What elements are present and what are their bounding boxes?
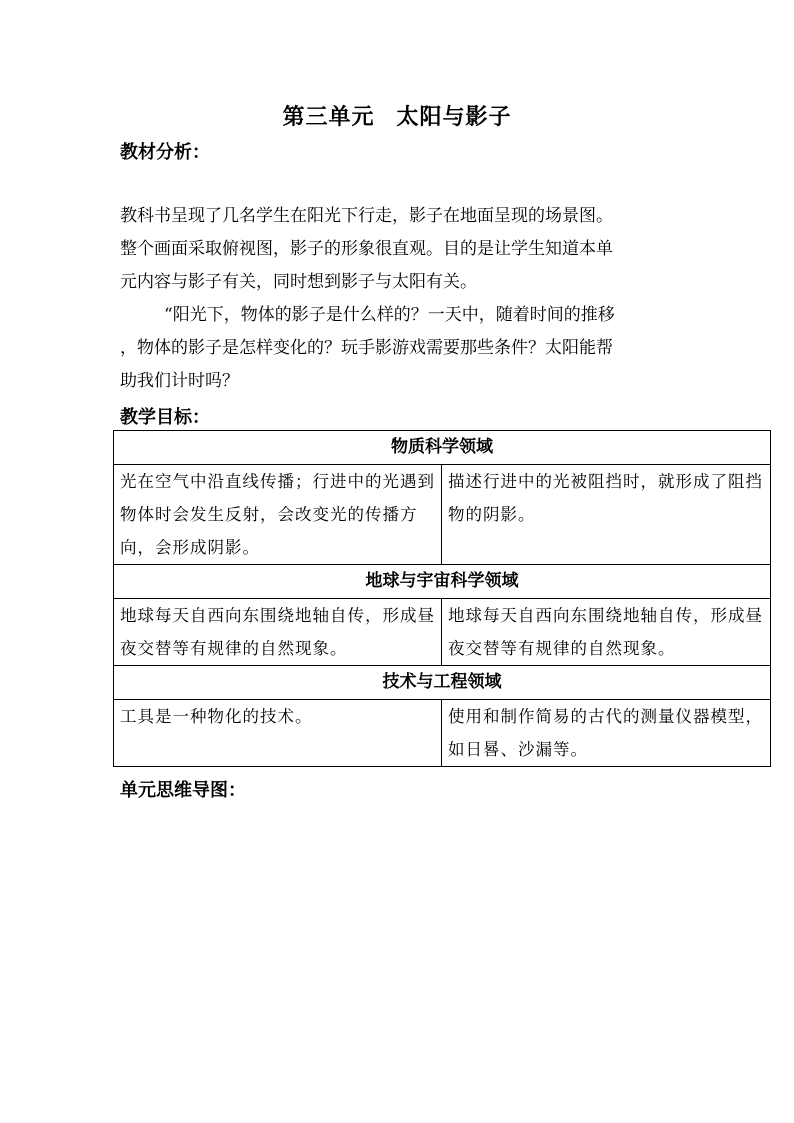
goal-cell-left: 光在空气中沿直线传播；行进中的光遇到物体时会发生反射，会改变光的传播方向，会形成阴影。	[114, 465, 442, 565]
paragraph-line: 元内容与影子有关，同时想到影子与太阳有关。	[120, 272, 477, 292]
domain-header-material-science: 物质科学领域	[114, 431, 771, 465]
paragraph-line: 教科书呈现了几名学生在阳光下行走，影子在地面呈现的场景图。	[120, 206, 613, 226]
paragraph-line: 助我们计时吗？	[120, 371, 239, 391]
domain-header-technology-engineering: 技术与工程领域	[114, 666, 771, 700]
paragraph-line: “阳光下，物体的影子是什么样的？一天中，随着时间的推移	[164, 305, 615, 325]
domain-header-earth-space-science: 地球与宇宙科学领域	[114, 565, 771, 599]
section-heading-textbook-analysis: 教材分析：	[120, 142, 210, 163]
unit-number: 第三单元	[282, 104, 375, 130]
goal-cell-right: 地球每天自西向东围绕地轴自传，形成昼夜交替等有规律的自然现象。	[442, 599, 771, 666]
goal-cell-right: 描述行进中的光被阻挡时，就形成了阻挡物的阴影。	[442, 465, 771, 565]
textbook-analysis-body	[120, 200, 680, 398]
section-heading-mind-map: 单元思维导图：	[120, 780, 246, 801]
goal-cell-left: 地球每天自西向东围绕地轴自传，形成昼夜交替等有规律的自然现象。	[114, 599, 442, 666]
section-heading-teaching-goals: 教学目标：	[120, 407, 210, 428]
goal-cell-right: 使用和制作简易的古代的测量仪器模型，如日晷、沙漏等。	[442, 700, 771, 767]
unit-name: 太阳与影子	[396, 104, 512, 130]
page-title	[0, 100, 794, 131]
teaching-goals-table	[113, 430, 771, 767]
goal-cell-left: 工具是一种物化的技术。	[114, 700, 442, 767]
paragraph-line: 整个画面采取俯视图，影子的形象很直观。目的是让学生知道本单	[120, 239, 613, 259]
paragraph-line: ，物体的影子是怎样变化的？玩手影游戏需要那些条件？太阳能帮	[120, 338, 613, 358]
